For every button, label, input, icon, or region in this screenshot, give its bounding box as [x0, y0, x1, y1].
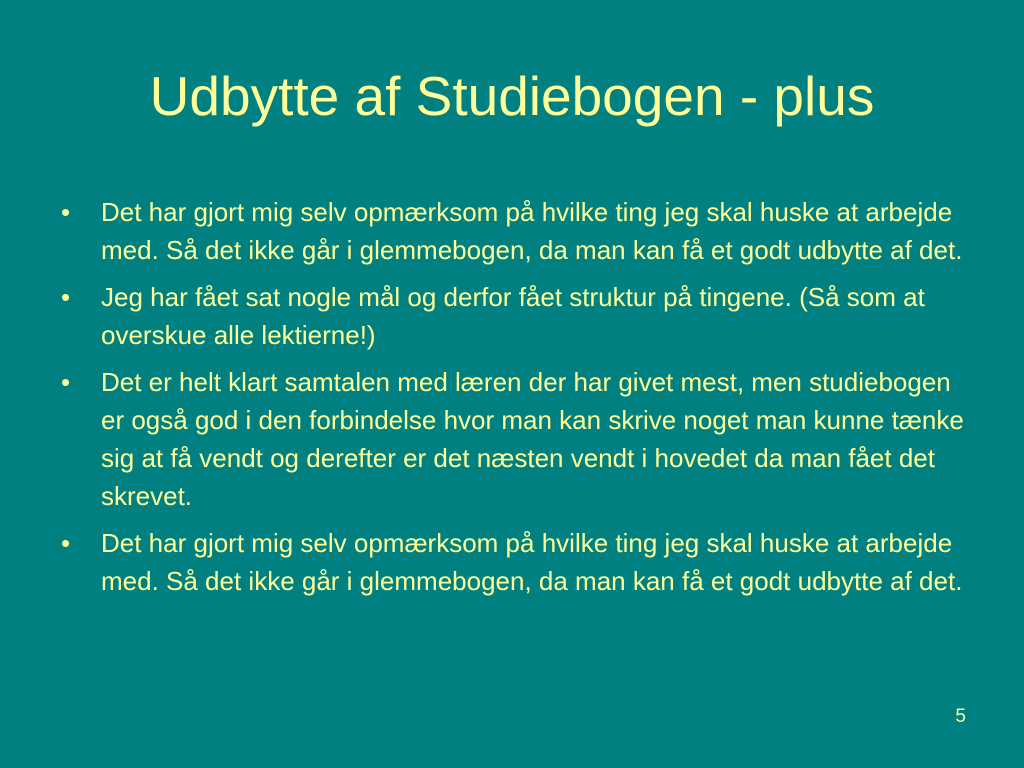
bullet-item-2: • Jeg har fået sat nogle mål og derfor fået struktur på tingene. (Så som at overskue alle lektierne!)	[55, 278, 975, 354]
bullet-item-1: • Det har gjort mig selv opmærksom på hvilke ting jeg skal huske at arbejde med. Så det ikke går i glemmebogen, da man kan få et godt udbytte af det.	[55, 193, 975, 269]
slide-title: Udbytte af Studiebogen - plus	[149, 65, 875, 127]
bullet-item-3: • Det er helt klart samtalen med læren der har givet mest, men studiebogen er også god i den forbindelse hvor man kan skrive noget man kunne tænke sig at få vendt og derefter er det næsten vendt i hovedet da man fået det skrevet.	[55, 363, 975, 515]
bullet-item-4: • Det har gjort mig selv opmærksom på hvilke ting jeg skal huske at arbejde med. Så det ikke går i glemmebogen, da man kan få et godt udbytte af det.	[55, 524, 975, 600]
bullet-list	[55, 193, 975, 609]
page-number: 5	[955, 706, 966, 727]
